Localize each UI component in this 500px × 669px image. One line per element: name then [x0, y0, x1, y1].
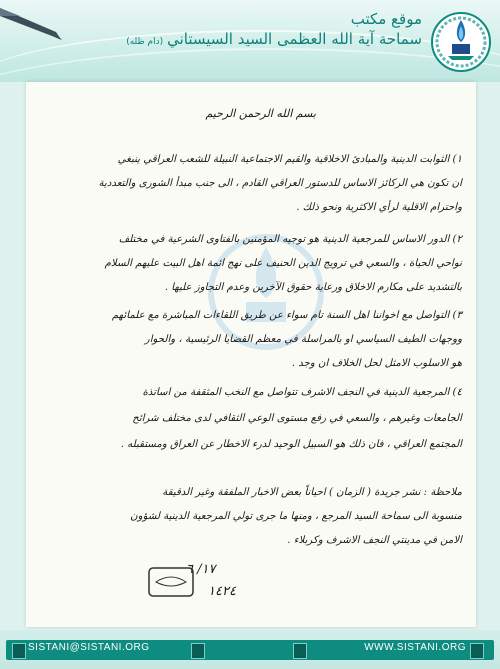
- letter-line: ٣) التواصل مع اخواننا اهل السنة تام سواء عن طريق اللقاءات المباشرة مع علمائهم: [111, 310, 462, 321]
- basmala: بسم الله الرحمن الرحيم: [205, 107, 316, 120]
- letter-line: منسوبة الى سماحة السيد المرجع ، ومنها ما جرى تولي المرجعية الدينية لشؤون: [130, 511, 462, 522]
- date-signature-block: [146, 562, 266, 612]
- letter-line: الجامعات وغيرهم ، والسعي في رفع مستوى الوعي الثقافي لدى مختلف شرائح: [132, 413, 462, 424]
- bullet-icon: [191, 643, 205, 659]
- letter-paper: [26, 82, 476, 627]
- site-subtitle: [126, 30, 422, 48]
- letter-line: ان تكون هي الركائز الاساس للدستور العراقي القادم ، الى جنب مبدأ الشورى والتعددية: [98, 178, 462, 189]
- letter-year: ١٤٢٤: [208, 584, 236, 599]
- footer-email-link[interactable]: SISTANI@SISTANI.ORG: [28, 642, 150, 653]
- globe-icon: [470, 643, 484, 659]
- honorific-label: (دام ظله): [126, 37, 164, 47]
- letter-line: هو الاسلوب الامثل لحل الخلاف ان وجد .: [291, 358, 462, 369]
- site-header: [0, 0, 500, 82]
- letter-line: الامن في مدينتي النجف الاشرف وكربلاء .: [287, 535, 462, 546]
- letter-line: نواحي الحياة ، والسعي في ترويج الدين الحنيف على نهج ائمة اهل البيت عليهم السلام: [104, 258, 462, 269]
- bullet-icon: [293, 643, 307, 659]
- mail-icon: [12, 643, 26, 659]
- letter-date: ١٧/ ٦: [186, 562, 216, 577]
- footer-website-link[interactable]: WWW.SISTANI.ORG: [364, 642, 466, 653]
- letter-line: بالتشديد على مكارم الاخلاق ورعاية حقوق الآخرين وعدم التجاوز عليها .: [164, 282, 462, 293]
- letter-line: ١) الثوابت الدينية والمبادئ الاخلاقية والقيم الاجتماعية النبيلة للشعب العراقي ينبغي: [117, 154, 462, 165]
- site-footer: [0, 630, 500, 669]
- letter-line: ملاحظة : نشر جريدة ( الزمان ) احياناً بعض الاخبار الملفقة وغير الدقيقة: [162, 487, 462, 498]
- office-logo-icon[interactable]: [430, 8, 492, 74]
- site-title-block: [126, 10, 422, 48]
- site-title: موقع مكتب: [350, 10, 422, 28]
- site-subtitle-text: سماحة آية الله العظمى السيد السيستاني: [167, 30, 422, 48]
- letter-line: ٢) الدور الاساس للمرجعية الدينية هو توجيه المؤمنين بالفتاوى الشرعية في مختلف: [118, 234, 462, 245]
- letter-line: المجتمع العراقي ، فان ذلك هو السبيل الوحيد لدرء الاخطار عن العراق ومستقبله .: [120, 439, 462, 450]
- pen-icon: [0, 0, 70, 50]
- letter-line: ٤) المرجعية الدينية في النجف الاشرف تتواصل مع النخب المثقفة من اساتذة: [142, 387, 462, 398]
- letter-line: واحترام الاقلية لرأي الاكثرية ونحو ذلك .: [296, 202, 462, 213]
- letter-line: ووجهات الطيف السياسي او بالمراسلة في معظم القضايا الرئيسية ، والحوار: [144, 334, 462, 345]
- letter-body: [26, 82, 476, 627]
